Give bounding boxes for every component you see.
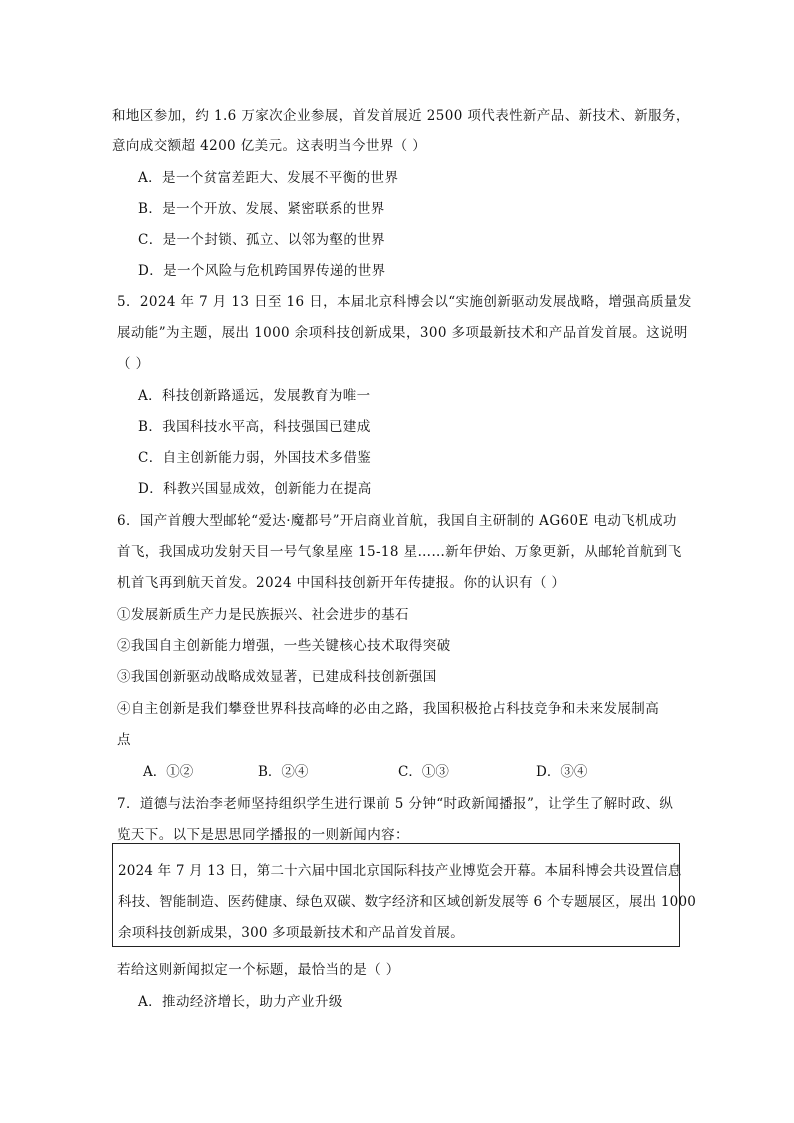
q6-item-4-cont: 点 — [117, 732, 131, 748]
q4-stem-line2: 意向成交额超 4200 亿美元。这表明当今世界（ ） — [112, 138, 427, 154]
q6-stem-line3: 机首飞再到航天首发。2024 中国科技创新开年传捷报。你的认识有（ ） — [117, 575, 566, 591]
q5-stem-line3: （ ） — [117, 356, 150, 372]
q7-prompt: 若给这则新闻拟定一个标题，最恰当的是（ ） — [117, 962, 400, 978]
q5-stem-line1: 5．2024 年 7 月 13 日至 16 日，本届北京科博会以“实施创新驱动发展战略，增强高质量发 — [117, 294, 692, 310]
q4-stem-line1: 和地区参加，约 1.6 万家次企业参展，首发首展近 2500 项代表性新产品、新技术、新服务， — [112, 108, 690, 124]
q6-choice-d: D．③④ — [536, 764, 588, 780]
news-line-3: 余项科技创新成果，300 多项最新技术和产品首发首展。 — [118, 925, 464, 941]
q6-choice-b: B．②④ — [258, 764, 309, 780]
q4-option-a: A．是一个贫富差距大、发展不平衡的世界 — [138, 170, 399, 186]
q5-option-d: D．科教兴国显成效，创新能力在提高 — [138, 481, 372, 497]
q4-option-d: D．是一个风险与危机跨国界传递的世界 — [138, 263, 386, 279]
q4-option-c: C．是一个封锁、孤立、以邻为壑的世界 — [138, 232, 386, 248]
q7-option-a: A．推动经济增长，助力产业升级 — [138, 994, 343, 1010]
news-line-2: 科技、智能制造、医药健康、绿色双碳、数字经济和区域创新发展等 6 个专题展区，展出 1000 — [118, 894, 697, 910]
q6-item-2: ②我国自主创新能力增强，一些关键核心技术取得突破 — [117, 638, 451, 654]
q5-stem-line2: 展动能”为主题，展出 1000 余项科技创新成果，300 多项最新技术和产品首发首展。这说明 — [117, 325, 688, 341]
q4-option-b: B．是一个开放、发展、紧密联系的世界 — [138, 201, 385, 217]
q5-option-a: A．科技创新路遥远，发展教育为唯一 — [138, 388, 371, 404]
news-line-1: 2024 年 7 月 13 日，第二十六届中国北京国际科技产业博览会开幕。本届科博会共设置信息 — [118, 863, 682, 879]
q5-option-b: B．我国科技水平高，科技强国已建成 — [138, 419, 371, 435]
q6-stem-line2: 首飞，我国成功发射天目一号气象星座 15-18 星……新年伊始、万象更新，从邮轮首航到飞 — [117, 544, 682, 560]
q7-stem-line2: 览天下。以下是思思同学播报的一则新闻内容： — [117, 827, 409, 843]
q5-option-c: C．自主创新能力弱，外国技术多借鉴 — [138, 450, 372, 466]
q6-choice-c: C．①③ — [398, 764, 449, 780]
q6-item-4: ④自主创新是我们攀登世界科技高峰的必由之路，我国积极抢占科技竞争和未来发展制高 — [117, 701, 660, 717]
q6-item-1: ①发展新质生产力是民族振兴、社会进步的基石 — [117, 607, 409, 623]
q6-choice-a: A．①② — [143, 764, 194, 780]
q6-item-3: ③我国创新驱动战略成效显著，已建成科技创新强国 — [117, 669, 437, 685]
q7-stem-line1: 7．道德与法治李老师坚持组织学生进行课前 5 分钟“时政新闻播报”，让学生了解时政、纵 — [117, 796, 674, 812]
q6-stem-line1: 6．国产首艘大型邮轮“爱达·魔都号”开启商业首航，我国自主研制的 AG60E 电动飞机成功 — [117, 513, 677, 529]
